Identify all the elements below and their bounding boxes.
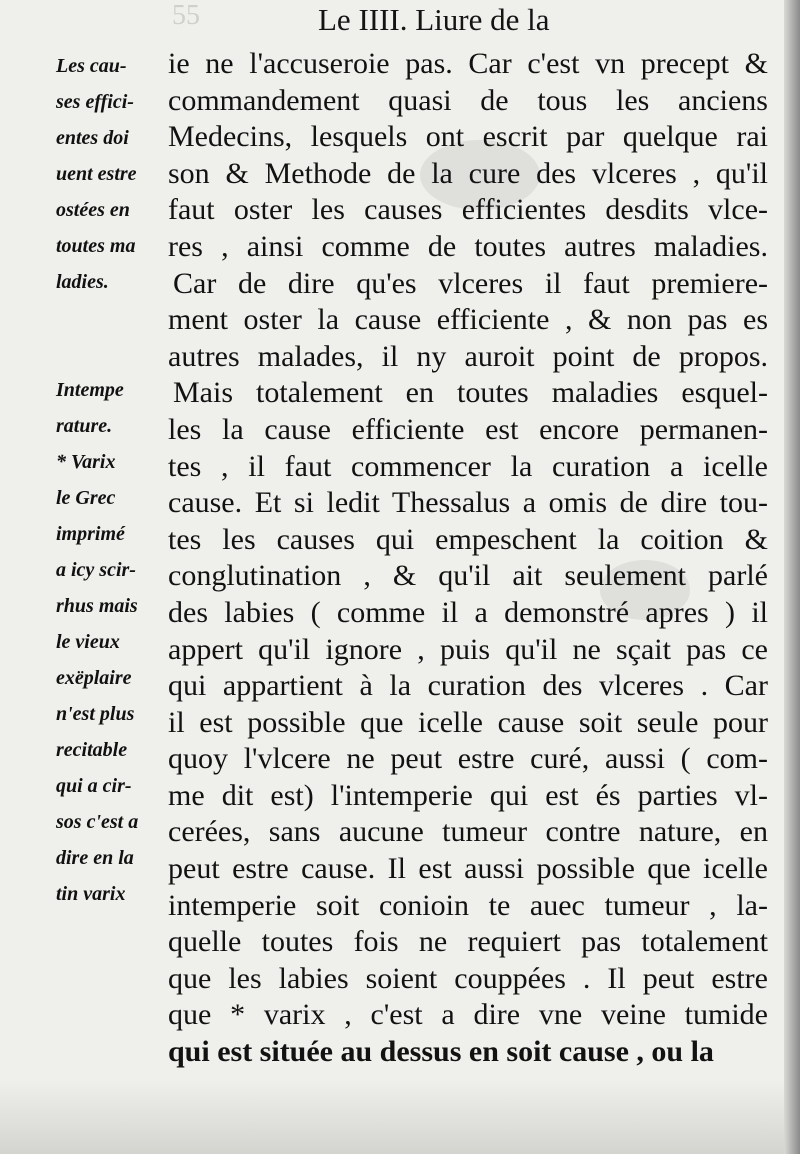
margin-note: ladies. xyxy=(56,271,109,293)
body-line: que * varix , c'est a dire vne veine tumide xyxy=(168,998,768,1032)
body-line: qui est située au dessus en soit cause , ou la xyxy=(168,1035,714,1069)
body-line: intemperie soit conioin te auec tumeur , la- xyxy=(168,888,768,922)
margin-note: sos c'est a xyxy=(56,811,139,833)
margin-note: ses effici- xyxy=(56,91,134,113)
margin-note: le vieux xyxy=(56,631,120,653)
body-line: faut oster les causes efficientes desdits vlce- xyxy=(168,193,768,227)
body-line: me dit est) l'intemperie qui est és parties vl- xyxy=(168,778,768,812)
body-line: tes , il faut commencer la curation a icelle xyxy=(168,449,768,483)
body-line: que les labies soient couppées . Il peut estre xyxy=(168,961,768,995)
body-line: cerées, sans aucune tumeur contre nature, en xyxy=(168,815,768,849)
body-line: les la cause efficiente est encore permanen- xyxy=(168,412,768,446)
body-line: quelle toutes fois ne requiert pas totalement xyxy=(168,925,768,959)
body-line: Medecins, lesquels ont escrit par quelque rai xyxy=(168,120,768,154)
margin-notes xyxy=(56,48,138,912)
margin-note: ostées en xyxy=(56,199,130,221)
margin-note: a icy scir- xyxy=(56,559,136,581)
margin-note: entes doi xyxy=(56,127,129,149)
margin-note: imprimé xyxy=(56,523,125,545)
body-line: des labies ( comme il a demonstré apres ) il xyxy=(168,595,768,629)
body-line: appert qu'il ignore , puis qu'il ne sçait pas ce xyxy=(168,632,768,666)
body-line: commandement quasi de tous les anciens xyxy=(168,83,768,117)
margin-note: uent estre xyxy=(56,163,137,185)
page-edge-shadow xyxy=(784,0,800,1154)
margin-note: recitable xyxy=(56,739,128,761)
margin-note: Intempe xyxy=(56,379,124,401)
body-text xyxy=(168,46,768,1071)
body-line: peut estre cause. Il est aussi possible que icelle xyxy=(168,852,768,886)
margin-note: dire en la xyxy=(56,847,134,869)
body-line: conglutination , & qu'il ait seulement parlé xyxy=(168,559,768,593)
body-line: quoy l'vlcere ne peut estre curé, aussi ( com- xyxy=(168,742,768,776)
body-line: tes les causes qui empeschent la coition & xyxy=(168,522,768,556)
margin-note: * Varix xyxy=(56,451,116,473)
margin-note: Les cau- xyxy=(56,55,127,77)
body-line: autres malades, il ny auroit point de propos. xyxy=(168,339,768,373)
margin-note: toutes ma xyxy=(56,235,136,257)
margin-note: qui a cir- xyxy=(56,775,132,797)
margin-note: n'est plus xyxy=(56,703,135,725)
margin-note: rature. xyxy=(56,415,113,437)
margin-note: le Grec xyxy=(56,487,116,509)
body-line: Mais totalement en toutes maladies esquel- xyxy=(173,376,768,410)
running-header: Le IIII. Liure de la xyxy=(318,2,550,37)
body-line: ie ne l'accuseroie pas. Car c'est vn precept & xyxy=(168,47,768,80)
page-number: 55 xyxy=(172,0,200,31)
body-line: ment oster la cause efficiente , & non pas es xyxy=(168,303,768,337)
margin-note: exëplaire xyxy=(56,667,132,689)
body-line: Car de dire qu'es vlceres il faut premiere- xyxy=(173,266,768,300)
body-line: il est possible que icelle cause soit seule pour xyxy=(168,705,768,739)
margin-note: tin varix xyxy=(56,883,126,905)
body-line: cause. Et si ledit Thessalus a omis de dire tou- xyxy=(168,486,768,520)
margin-note: rhus mais xyxy=(56,595,138,617)
body-line: res , ainsi comme de toutes autres maladies. xyxy=(168,229,768,263)
page-bottom-shade xyxy=(0,1080,784,1154)
body-line: qui appartient à la curation des vlceres . Car xyxy=(168,669,768,703)
body-line: son & Methode de la cure des vlceres , qu'il xyxy=(168,156,768,190)
